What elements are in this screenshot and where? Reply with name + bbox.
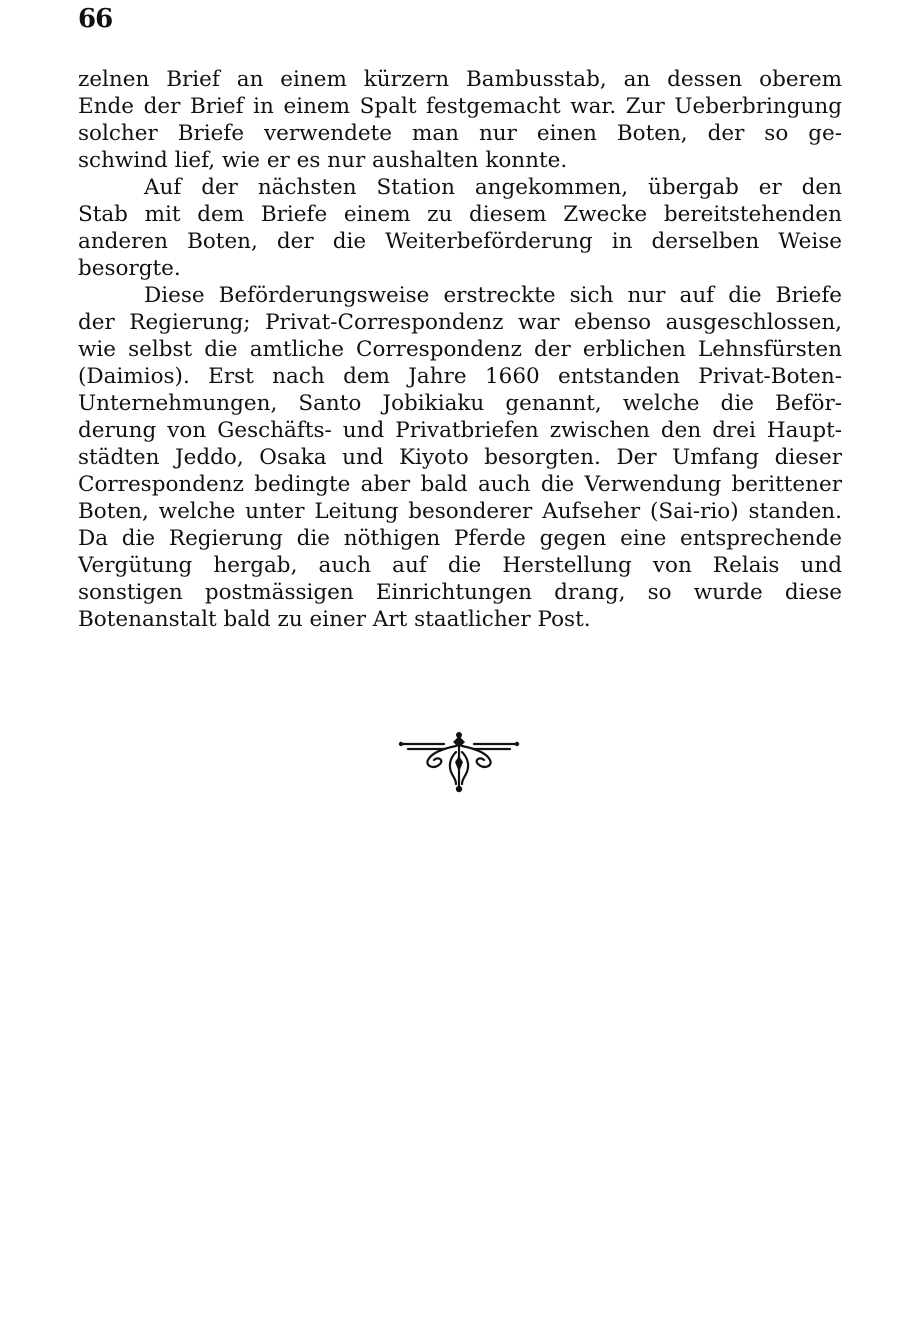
text-line: Stab mit dem Briefe einem zu diesem Zwecke bereitstehenden xyxy=(78,202,842,227)
text-line: Diese Beförderungsweise erstreckte sich nur auf die Briefe xyxy=(144,283,842,308)
text-line: Correspondenz bedingte aber bald auch die Verwendung berittener xyxy=(78,472,842,497)
text-line: wie selbst die amtliche Correspondenz der erblichen Lehnsfürsten xyxy=(78,337,842,362)
text-line: schwind lief, wie er es nur aushalten konnte. xyxy=(78,148,568,173)
text-line: derung von Geschäfts- und Privatbriefen zwischen den drei Haupt- xyxy=(78,418,842,443)
text-line: (Daimios). Erst nach dem Jahre 1660 entstanden Privat-Boten- xyxy=(78,364,842,389)
text-line: Da die Regierung die nöthigen Pferde gegen eine entsprechende xyxy=(78,526,842,551)
fleuron-ornament-icon xyxy=(398,732,520,794)
text-line: Auf der nächsten Station angekommen, übergab er den xyxy=(144,175,842,200)
text-line: solcher Briefe verwendete man nur einen Boten, der so ge- xyxy=(78,121,842,146)
text-line: Botenanstalt bald zu einer Art staatlicher Post. xyxy=(78,607,591,632)
text-line: sonstigen postmässigen Einrichtungen drang, so wurde diese xyxy=(78,580,842,605)
text-line: städten Jeddo, Osaka und Kiyoto besorgten. Der Umfang dieser xyxy=(78,445,842,470)
text-line: Ende der Brief in einem Spalt festgemacht war. Zur Ueberbringung xyxy=(78,94,842,119)
text-line: zelnen Brief an einem kürzern Bambusstab, an dessen oberem xyxy=(78,67,842,92)
text-line: Unternehmungen, Santo Jobikiaku genannt, welche die Beför- xyxy=(78,391,842,416)
text-line: Vergütung hergab, auch auf die Herstellung von Relais und xyxy=(78,553,842,578)
text-line: der Regierung; Privat-Correspondenz war ebenso ausgeschlossen, xyxy=(78,310,842,335)
text-line: Boten, welche unter Leitung besonderer Aufseher (Sai-rio) standen. xyxy=(78,499,842,524)
text-line: besorgte. xyxy=(78,256,181,281)
page-number: 66 xyxy=(78,4,113,34)
text-line: anderen Boten, der die Weiterbeförderung in derselben Weise xyxy=(78,229,842,254)
body-text xyxy=(78,66,842,633)
